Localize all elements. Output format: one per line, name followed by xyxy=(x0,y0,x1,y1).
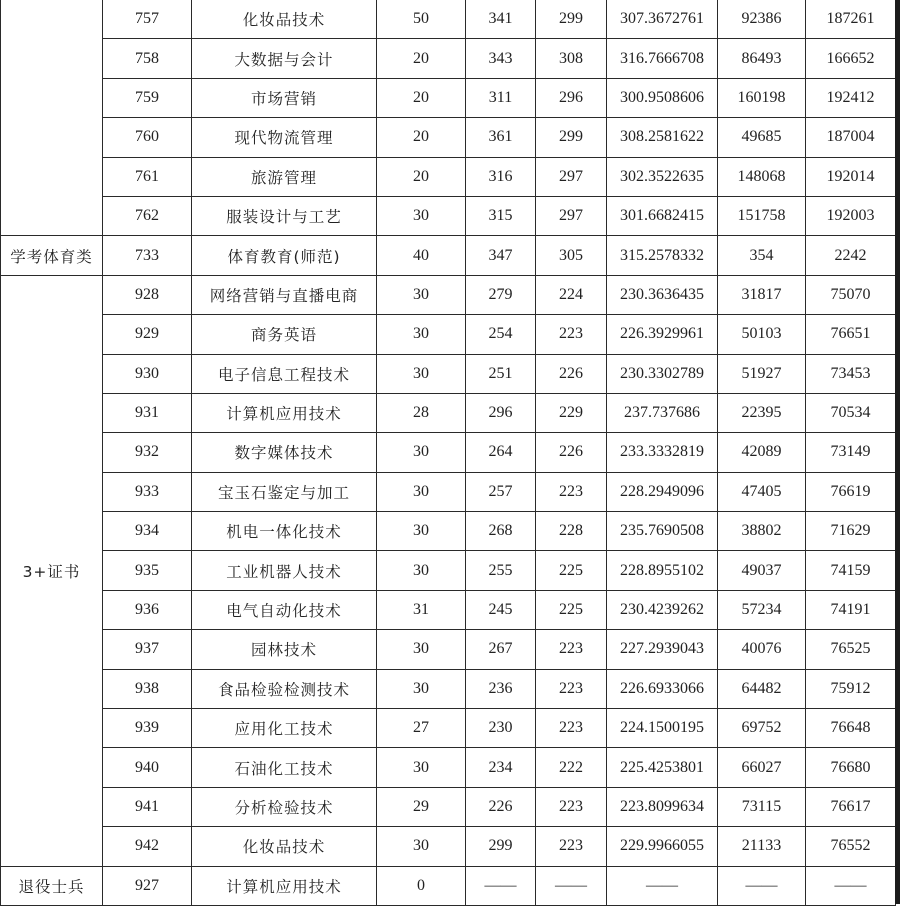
highest-rank-cell: 160198 xyxy=(718,78,806,117)
max-score-cell: 296 xyxy=(466,393,536,432)
highest-rank-cell: 40076 xyxy=(718,630,806,669)
major-code-cell: 939 xyxy=(103,709,192,748)
major-name-cell: 园林技术 xyxy=(192,630,377,669)
major-code-cell: 759 xyxy=(103,78,192,117)
major-name-cell: 体育教育(师范) xyxy=(192,236,377,275)
major-name-cell: 市场营销 xyxy=(192,78,377,117)
table-row xyxy=(1,236,896,275)
max-score-cell: 268 xyxy=(466,512,536,551)
major-code-cell: 929 xyxy=(103,315,192,354)
avg-score-cell: 225.4253801 xyxy=(607,748,718,787)
avg-score-cell: 226.6933066 xyxy=(607,669,718,708)
plan-count-cell: 27 xyxy=(377,709,466,748)
lowest-rank-cell: 75912 xyxy=(806,669,896,708)
highest-rank-cell: 38802 xyxy=(718,512,806,551)
lowest-rank-cell: 76680 xyxy=(806,748,896,787)
table-row xyxy=(1,433,896,472)
major-name-cell: 机电一体化技术 xyxy=(192,512,377,551)
avg-score-cell: 223.8099634 xyxy=(607,787,718,826)
major-code-cell: 930 xyxy=(103,354,192,393)
lowest-rank-cell: 187261 xyxy=(806,0,896,39)
plan-count-cell: 30 xyxy=(377,551,466,590)
min-score-cell: 223 xyxy=(536,827,607,866)
highest-rank-cell: 49685 xyxy=(718,118,806,157)
major-code-cell: 938 xyxy=(103,669,192,708)
highest-rank-cell: 66027 xyxy=(718,748,806,787)
major-code-cell: 760 xyxy=(103,118,192,157)
table-row xyxy=(1,630,896,669)
max-score-cell: 234 xyxy=(466,748,536,787)
plan-count-cell: 30 xyxy=(377,354,466,393)
max-score-cell: 230 xyxy=(466,709,536,748)
table-row xyxy=(1,512,896,551)
table-row xyxy=(1,315,896,354)
lowest-rank-cell: 166652 xyxy=(806,39,896,78)
highest-rank-cell: 57234 xyxy=(718,590,806,629)
table-row xyxy=(1,787,896,826)
table-row xyxy=(1,709,896,748)
major-name-cell: 计算机应用技术 xyxy=(192,866,377,905)
major-code-cell: 932 xyxy=(103,433,192,472)
avg-score-cell: 301.6682415 xyxy=(607,196,718,235)
max-score-cell: 226 xyxy=(466,787,536,826)
major-name-cell: 现代物流管理 xyxy=(192,118,377,157)
max-score-cell: 245 xyxy=(466,590,536,629)
lowest-rank-cell: 76651 xyxy=(806,315,896,354)
highest-rank-cell: 69752 xyxy=(718,709,806,748)
lowest-rank-cell: 76648 xyxy=(806,709,896,748)
highest-rank-cell: 64482 xyxy=(718,669,806,708)
major-name-cell: 应用化工技术 xyxy=(192,709,377,748)
plan-count-cell: 30 xyxy=(377,275,466,314)
plan-count-cell: 20 xyxy=(377,118,466,157)
major-name-cell: 宝玉石鉴定与加工 xyxy=(192,472,377,511)
lowest-rank-cell: —— xyxy=(806,866,896,905)
plan-count-cell: 30 xyxy=(377,827,466,866)
highest-rank-cell: 51927 xyxy=(718,354,806,393)
lowest-rank-cell: 71629 xyxy=(806,512,896,551)
max-score-cell: 343 xyxy=(466,39,536,78)
category-cell: 退役士兵 xyxy=(1,866,103,905)
max-score-cell: 251 xyxy=(466,354,536,393)
avg-score-cell: 228.2949096 xyxy=(607,472,718,511)
lowest-rank-cell: 73453 xyxy=(806,354,896,393)
avg-score-cell: 302.3522635 xyxy=(607,157,718,196)
min-score-cell: 226 xyxy=(536,354,607,393)
min-score-cell: 299 xyxy=(536,118,607,157)
min-score-cell: 224 xyxy=(536,275,607,314)
major-code-cell: 941 xyxy=(103,787,192,826)
avg-score-cell: 235.7690508 xyxy=(607,512,718,551)
major-code-cell: 757 xyxy=(103,0,192,39)
avg-score-cell: 226.3929961 xyxy=(607,315,718,354)
lowest-rank-cell: 73149 xyxy=(806,433,896,472)
avg-score-cell: 308.2581622 xyxy=(607,118,718,157)
max-score-cell: 279 xyxy=(466,275,536,314)
major-code-cell: 733 xyxy=(103,236,192,275)
highest-rank-cell: 50103 xyxy=(718,315,806,354)
plan-count-cell: 30 xyxy=(377,472,466,511)
lowest-rank-cell: 192014 xyxy=(806,157,896,196)
table-row xyxy=(1,590,896,629)
plan-count-cell: 0 xyxy=(377,866,466,905)
avg-score-cell: 230.3636435 xyxy=(607,275,718,314)
avg-score-cell: 230.4239262 xyxy=(607,590,718,629)
table-row xyxy=(1,0,896,39)
avg-score-cell: 227.2939043 xyxy=(607,630,718,669)
avg-score-cell: 224.1500195 xyxy=(607,709,718,748)
lowest-rank-cell: 192412 xyxy=(806,78,896,117)
lowest-rank-cell: 74159 xyxy=(806,551,896,590)
table-row xyxy=(1,118,896,157)
avg-score-cell: 233.3332819 xyxy=(607,433,718,472)
major-code-cell: 928 xyxy=(103,275,192,314)
major-name-cell: 电气自动化技术 xyxy=(192,590,377,629)
plan-count-cell: 30 xyxy=(377,315,466,354)
min-score-cell: 229 xyxy=(536,393,607,432)
max-score-cell: 264 xyxy=(466,433,536,472)
lowest-rank-cell: 75070 xyxy=(806,275,896,314)
plan-count-cell: 30 xyxy=(377,748,466,787)
max-score-cell: 257 xyxy=(466,472,536,511)
min-score-cell: 299 xyxy=(536,0,607,39)
plan-count-cell: 40 xyxy=(377,236,466,275)
lowest-rank-cell: 76525 xyxy=(806,630,896,669)
major-code-cell: 927 xyxy=(103,866,192,905)
major-code-cell: 933 xyxy=(103,472,192,511)
category-cell: 学考体育类 xyxy=(1,236,103,275)
lowest-rank-cell: 192003 xyxy=(806,196,896,235)
table-row xyxy=(1,393,896,432)
highest-rank-cell: 47405 xyxy=(718,472,806,511)
max-score-cell: 267 xyxy=(466,630,536,669)
min-score-cell: 223 xyxy=(536,787,607,826)
major-name-cell: 工业机器人技术 xyxy=(192,551,377,590)
lowest-rank-cell: 76619 xyxy=(806,472,896,511)
min-score-cell: 308 xyxy=(536,39,607,78)
avg-score-cell: 230.3302789 xyxy=(607,354,718,393)
major-name-cell: 网络营销与直播电商 xyxy=(192,275,377,314)
min-score-cell: 305 xyxy=(536,236,607,275)
table-row xyxy=(1,669,896,708)
plan-count-cell: 30 xyxy=(377,433,466,472)
table-row xyxy=(1,866,896,905)
max-score-cell: —— xyxy=(466,866,536,905)
avg-score-cell: —— xyxy=(607,866,718,905)
plan-count-cell: 20 xyxy=(377,78,466,117)
avg-score-cell: 228.8955102 xyxy=(607,551,718,590)
avg-score-cell: 300.9508606 xyxy=(607,78,718,117)
highest-rank-cell: —— xyxy=(718,866,806,905)
table-row xyxy=(1,157,896,196)
highest-rank-cell: 86493 xyxy=(718,39,806,78)
major-name-cell: 食品检验检测技术 xyxy=(192,669,377,708)
min-score-cell: 222 xyxy=(536,748,607,787)
table-row xyxy=(1,196,896,235)
major-code-cell: 931 xyxy=(103,393,192,432)
avg-score-cell: 315.2578332 xyxy=(607,236,718,275)
major-code-cell: 761 xyxy=(103,157,192,196)
major-name-cell: 旅游管理 xyxy=(192,157,377,196)
lowest-rank-cell: 70534 xyxy=(806,393,896,432)
table-row xyxy=(1,551,896,590)
major-name-cell: 大数据与会计 xyxy=(192,39,377,78)
highest-rank-cell: 354 xyxy=(718,236,806,275)
table-body xyxy=(1,0,896,905)
major-code-cell: 936 xyxy=(103,590,192,629)
lowest-rank-cell: 76617 xyxy=(806,787,896,826)
min-score-cell: 225 xyxy=(536,551,607,590)
major-name-cell: 化妆品技术 xyxy=(192,0,377,39)
table-row xyxy=(1,275,896,314)
highest-rank-cell: 42089 xyxy=(718,433,806,472)
highest-rank-cell: 148068 xyxy=(718,157,806,196)
plan-count-cell: 30 xyxy=(377,196,466,235)
major-code-cell: 942 xyxy=(103,827,192,866)
plan-count-cell: 20 xyxy=(377,39,466,78)
avg-score-cell: 316.7666708 xyxy=(607,39,718,78)
min-score-cell: 223 xyxy=(536,315,607,354)
min-score-cell: 297 xyxy=(536,196,607,235)
plan-count-cell: 30 xyxy=(377,630,466,669)
major-code-cell: 940 xyxy=(103,748,192,787)
major-code-cell: 937 xyxy=(103,630,192,669)
highest-rank-cell: 31817 xyxy=(718,275,806,314)
table-row xyxy=(1,354,896,393)
plan-count-cell: 31 xyxy=(377,590,466,629)
min-score-cell: 226 xyxy=(536,433,607,472)
highest-rank-cell: 49037 xyxy=(718,551,806,590)
major-code-cell: 934 xyxy=(103,512,192,551)
lowest-rank-cell: 187004 xyxy=(806,118,896,157)
category-cell: 3+证书 xyxy=(1,275,103,866)
min-score-cell: 296 xyxy=(536,78,607,117)
table-row xyxy=(1,827,896,866)
lowest-rank-cell: 2242 xyxy=(806,236,896,275)
major-name-cell: 化妆品技术 xyxy=(192,827,377,866)
plan-count-cell: 50 xyxy=(377,0,466,39)
major-code-cell: 935 xyxy=(103,551,192,590)
major-name-cell: 石油化工技术 xyxy=(192,748,377,787)
major-code-cell: 758 xyxy=(103,39,192,78)
major-code-cell: 762 xyxy=(103,196,192,235)
max-score-cell: 311 xyxy=(466,78,536,117)
major-name-cell: 商务英语 xyxy=(192,315,377,354)
plan-count-cell: 30 xyxy=(377,669,466,708)
min-score-cell: 297 xyxy=(536,157,607,196)
max-score-cell: 341 xyxy=(466,0,536,39)
avg-score-cell: 237.737686 xyxy=(607,393,718,432)
min-score-cell: 223 xyxy=(536,669,607,708)
avg-score-cell: 229.9966055 xyxy=(607,827,718,866)
max-score-cell: 361 xyxy=(466,118,536,157)
max-score-cell: 316 xyxy=(466,157,536,196)
max-score-cell: 347 xyxy=(466,236,536,275)
highest-rank-cell: 22395 xyxy=(718,393,806,432)
avg-score-cell: 307.3672761 xyxy=(607,0,718,39)
plan-count-cell: 29 xyxy=(377,787,466,826)
highest-rank-cell: 92386 xyxy=(718,0,806,39)
plan-count-cell: 28 xyxy=(377,393,466,432)
right-edge-border xyxy=(895,0,900,904)
min-score-cell: 223 xyxy=(536,630,607,669)
table-row xyxy=(1,748,896,787)
min-score-cell: 223 xyxy=(536,709,607,748)
major-name-cell: 数字媒体技术 xyxy=(192,433,377,472)
category-cell xyxy=(1,0,103,236)
table-row xyxy=(1,78,896,117)
min-score-cell: 228 xyxy=(536,512,607,551)
max-score-cell: 236 xyxy=(466,669,536,708)
min-score-cell: 225 xyxy=(536,590,607,629)
lowest-rank-cell: 76552 xyxy=(806,827,896,866)
plan-count-cell: 20 xyxy=(377,157,466,196)
table-row xyxy=(1,39,896,78)
max-score-cell: 315 xyxy=(466,196,536,235)
min-score-cell: 223 xyxy=(536,472,607,511)
lowest-rank-cell: 74191 xyxy=(806,590,896,629)
plan-count-cell: 30 xyxy=(377,512,466,551)
major-name-cell: 分析检验技术 xyxy=(192,787,377,826)
max-score-cell: 254 xyxy=(466,315,536,354)
major-name-cell: 计算机应用技术 xyxy=(192,393,377,432)
table-row xyxy=(1,472,896,511)
max-score-cell: 299 xyxy=(466,827,536,866)
min-score-cell: —— xyxy=(536,866,607,905)
highest-rank-cell: 73115 xyxy=(718,787,806,826)
major-name-cell: 电子信息工程技术 xyxy=(192,354,377,393)
highest-rank-cell: 21133 xyxy=(718,827,806,866)
major-name-cell: 服装设计与工艺 xyxy=(192,196,377,235)
max-score-cell: 255 xyxy=(466,551,536,590)
highest-rank-cell: 151758 xyxy=(718,196,806,235)
